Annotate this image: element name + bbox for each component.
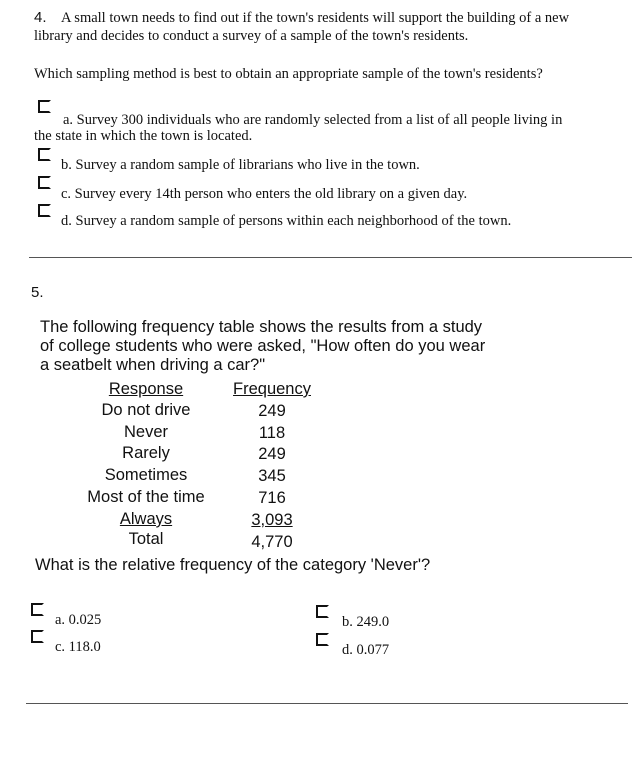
question-5-stem-line1: The following frequency table shows the results from a study	[40, 318, 483, 336]
table-response-do-not-drive: Do not drive	[101, 401, 191, 419]
table-total-value: 4,770	[251, 533, 293, 551]
q4-option-a-checkbox[interactable]	[38, 100, 51, 113]
q4-option-d-checkbox[interactable]	[38, 204, 51, 217]
table-frequency-most-of-the-time: 716	[258, 489, 286, 507]
question-5-prompt: What is the relative frequency of the category 'Never'?	[35, 556, 431, 574]
q5-option-a: a. 0.025	[55, 612, 102, 628]
q4-option-c: c. Survey every 14th person who enters the old library on a given day.	[61, 186, 468, 202]
question-4-number: 4.	[34, 9, 47, 26]
table-frequency-rarely: 249	[258, 445, 286, 463]
q4-option-c-checkbox[interactable]	[38, 176, 51, 189]
table-frequency-never: 118	[258, 424, 286, 442]
table-total-label: Total	[128, 530, 164, 548]
q4-option-b-checkbox[interactable]	[38, 148, 51, 161]
table-header-response: Response	[108, 380, 184, 398]
divider-after-question-5	[26, 703, 628, 704]
table-frequency-do-not-drive: 249	[258, 402, 286, 420]
question-5-stem-line2: of college students who were asked, "How often do you wear	[40, 337, 486, 355]
question-4-prompt: Which sampling method is best to obtain an appropriate sample of the town's residents?	[34, 66, 543, 82]
table-response-rarely: Rarely	[122, 444, 170, 462]
question-5-number: 5.	[31, 284, 44, 301]
q4-option-d: d. Survey a random sample of persons within each neighborhood of the town.	[61, 213, 512, 229]
q4-option-a-line1: a. Survey 300 individuals who are randomly selected from a list of all people living in	[63, 112, 563, 128]
table-frequency-always: 3,093	[251, 511, 293, 529]
q5-option-a-checkbox[interactable]	[31, 603, 44, 616]
table-response-sometimes: Sometimes	[104, 466, 188, 484]
q4-option-a-line2: the state in which the town is located.	[34, 128, 253, 144]
q5-option-d-checkbox[interactable]	[316, 633, 329, 646]
q5-option-b: b. 249.0	[342, 614, 390, 630]
q5-option-d: d. 0.077	[342, 642, 390, 658]
question-5-stem-line3: a seatbelt when driving a car?"	[40, 356, 266, 374]
table-response-never: Never	[123, 423, 168, 441]
question-4-stem-line1: A small town needs to find out if the town's residents will support the building of a new	[61, 10, 570, 26]
table-response-always: Always	[119, 510, 173, 528]
q5-option-c: c. 118.0	[55, 639, 101, 655]
q5-option-b-checkbox[interactable]	[316, 605, 329, 618]
table-header-frequency: Frequency	[233, 380, 311, 398]
q5-option-c-checkbox[interactable]	[31, 630, 44, 643]
table-response-most-of-the-time: Most of the time	[87, 488, 205, 506]
question-4-stem-line2: library and decides to conduct a survey of a sample of the town's residents.	[34, 28, 469, 44]
q4-option-b: b. Survey a random sample of librarians who live in the town.	[61, 157, 420, 173]
table-frequency-sometimes: 345	[258, 467, 286, 485]
divider-after-question-4	[29, 257, 632, 258]
